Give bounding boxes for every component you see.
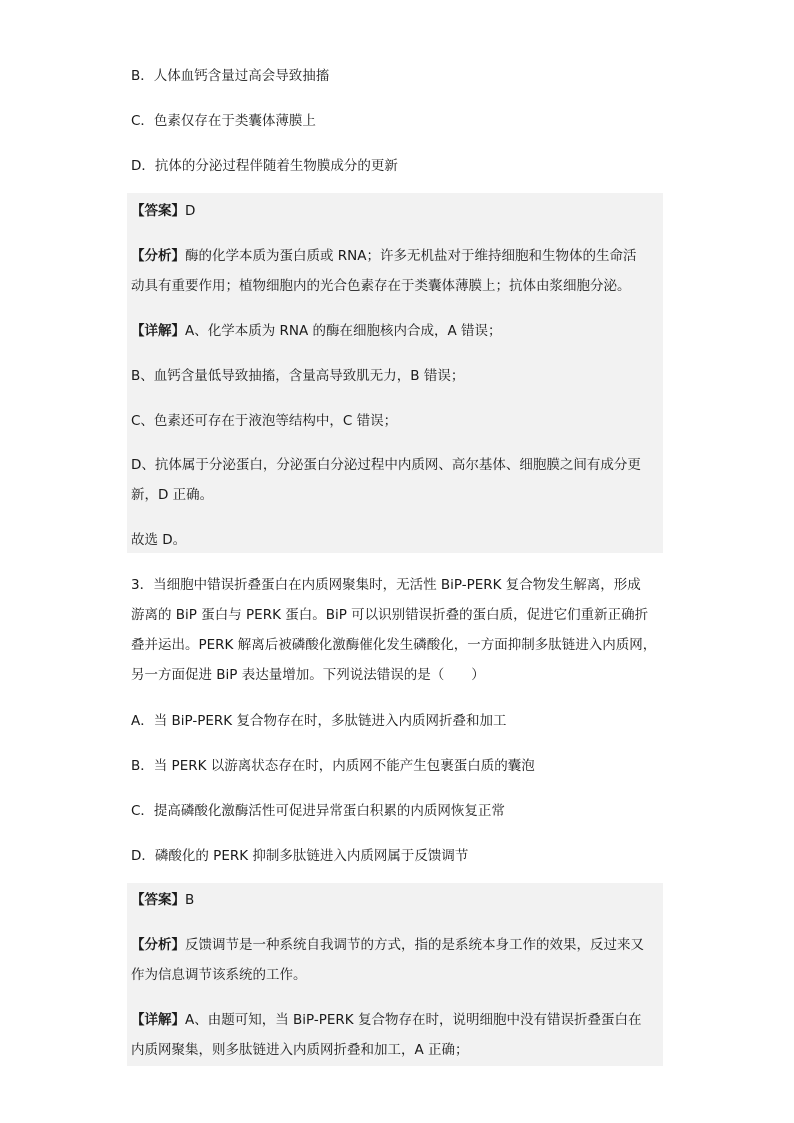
q3-analysis-line-2: 作为信息调节该系统的工作。	[131, 967, 307, 983]
q2-analysis-line-1	[131, 246, 637, 266]
q2-answer-value: D	[185, 203, 196, 219]
q3-option-d: D．磷酸化的 PERK 抑制多肽链进入内质网属于反馈调节	[131, 848, 469, 864]
q3-detail-line-1	[131, 1010, 641, 1030]
q3-stem-line-3: 叠并运出。PERK 解离后被磷酸化激酶催化发生磷酸化，一方面抑制多肽链进入内质网，	[131, 637, 657, 653]
q3-analysis-text-1: 反馈调节是一种系统自我调节的方式，指的是系统本身工作的效果，反过来又	[185, 937, 644, 953]
q2-analysis-label: 【分析】	[131, 248, 185, 264]
q3-option-a: A．当 BiP-PERK 复合物存在时，多肽链进入内质网折叠和加工	[131, 713, 507, 729]
q3-option-b: B．当 PERK 以游离状态存在时，内质网不能产生包裹蛋白质的囊泡	[131, 758, 535, 774]
q2-detail-line-2: B、血钙含量低导致抽搐，含量高导致肌无力，B 错误；	[131, 368, 465, 384]
q2-analysis-text-1: 酶的化学本质为蛋白质或 RNA；许多无机盐对于维持细胞和生物体的生命活	[185, 248, 637, 264]
q3-option-c: C．提高磷酸化激酶活性可促进异常蛋白积累的内质网恢复正常	[131, 803, 505, 819]
q2-detail-line-1	[131, 321, 502, 341]
q3-analysis-label: 【分析】	[131, 937, 185, 953]
q3-stem-line-2: 游离的 BiP 蛋白与 PERK 蛋白。BiP 可以识别错误折叠的蛋白质，促进它们重新正确折	[131, 607, 649, 623]
q3-stem-line-4: 另一方面促进 BiP 表达量增加。下列说法错误的是（ ）	[131, 667, 485, 683]
q3-detail-line-2: 内质网聚集，则多肽链进入内质网折叠和加工，A 正确；	[131, 1042, 469, 1058]
q3-detail-label: 【详解】	[131, 1012, 185, 1028]
q3-analysis-line-1	[131, 935, 644, 955]
q2-answer-label: 【答案】	[131, 203, 185, 219]
q2-option-b: B．人体血钙含量过高会导致抽搐	[131, 68, 330, 84]
q3-answer	[131, 890, 194, 910]
q2-detail-line-5: 新，D 正确。	[131, 487, 214, 503]
q2-detail-text-1: A、化学本质为 RNA 的酶在细胞核内合成，A 错误；	[185, 323, 502, 339]
q2-answer	[131, 201, 195, 221]
q3-answer-label: 【答案】	[131, 892, 185, 908]
q2-analysis-line-2: 动具有重要作用；植物细胞内的光合色素存在于类囊体薄膜上；抗体由浆细胞分泌。	[131, 278, 631, 294]
q3-detail-text-1: A、由题可知，当 BiP-PERK 复合物存在时，说明细胞中没有错误折叠蛋白在	[185, 1012, 642, 1028]
q3-answer-value: B	[185, 892, 195, 908]
q2-detail-line-3: C、色素还可存在于液泡等结构中，C 错误；	[131, 413, 398, 429]
q2-option-c: C．色素仅存在于类囊体薄膜上	[131, 113, 316, 129]
q2-detail-label: 【详解】	[131, 323, 185, 339]
q2-detail-line-4: D、抗体属于分泌蛋白，分泌蛋白分泌过程中内质网、高尔基体、细胞膜之间有成分更	[131, 457, 641, 473]
q2-option-d: D．抗体的分泌过程伴随着生物膜成分的更新	[131, 158, 398, 174]
q2-conclusion: 故选 D。	[131, 532, 187, 548]
q3-stem-line-1: 3．当细胞中错误折叠蛋白在内质网聚集时，无活性 BiP-PERK 复合物发生解离，形成	[131, 577, 641, 593]
